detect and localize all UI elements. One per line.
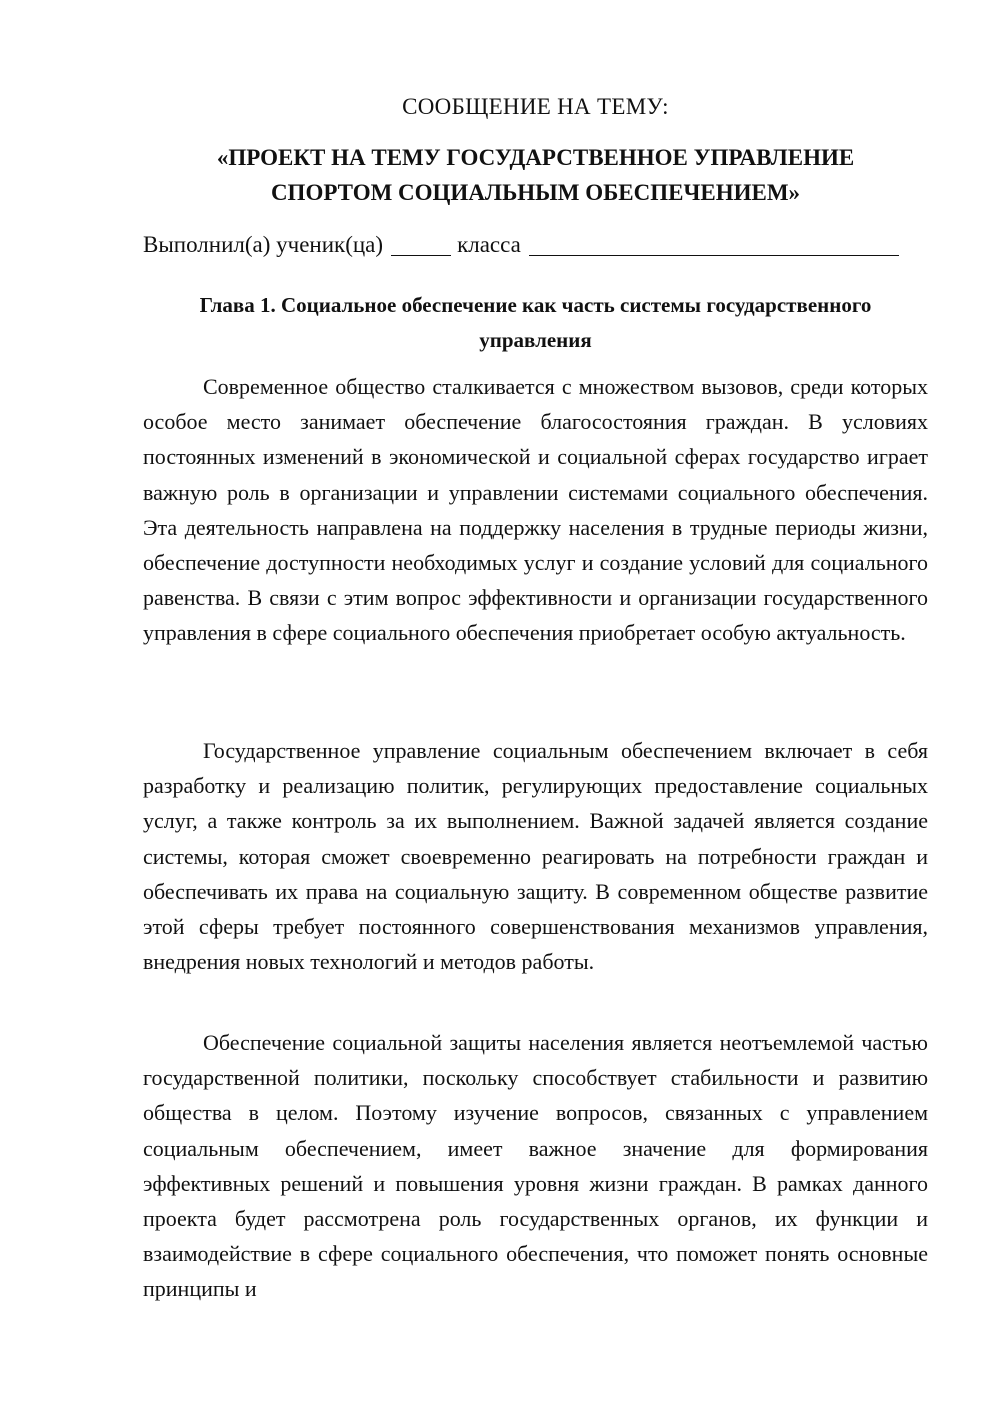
paragraph: Государственное управление социальным обеспечением включает в себя разработку и реализацию политик, регулирующих предоставление социальных услуг, а также контроль за их выполнением. Важной задачей является создание системы, которая сможет своевременно реагировать на потребности граждан и обеспечивать их права на социальную защиту. В современном обществе развитие этой сферы требует постоянного совершенствования механизмов управления, внедрения новых технологий и методов работы.: [143, 738, 928, 975]
class-label: класса: [457, 232, 521, 257]
chapter-heading: [143, 288, 928, 358]
title-line-2: СПОРТОМ СОЦИАЛЬНЫМ ОБЕСПЕЧЕНИЕМ»: [270, 180, 801, 205]
class-number-blank: [391, 233, 451, 256]
chapter-heading-line-1: Глава 1. Социальное обеспечение как часть системы государственного: [199, 293, 872, 317]
document-title: [143, 140, 928, 210]
paragraph: Обеспечение социальной защиты населения является неотъемлемой частью государственной политики, поскольку способствует стабильности и развитию общества в целом. Поэтому изучение вопросов, связанных с управлением социальным обеспечением, имеет важное значение для формирования эффективных решений и повышения уровня жизни граждан. В рамках данного проекта будет рассмотрена роль государственных органов, их функции и взаимодействие в сфере социального обеспечения, что поможет понять основные принципы и: [143, 1030, 928, 1302]
title-line-1: «ПРОЕКТ НА ТЕМУ ГОСУДАРСТВЕННОЕ УПРАВЛЕНИЕ: [216, 145, 855, 170]
performer-label: Выполнил(а) ученик(ца): [143, 232, 384, 257]
document-page: [143, 0, 928, 1414]
paragraph: Современное общество сталкивается с множеством вызовов, среди которых особое место занимает обеспечение благосостояния граждан. В условиях постоянных изменений в экономической и социальной сферах государство играет важную роль в организации и управлении системами социального обеспечения. Эта деятельность направлена на поддержку населения в трудные периоды жизни, обеспечение доступности необходимых услуг и создание условий для социального равенства. В связи с этим вопрос эффективности и организации государственного управления в сфере социального обеспечения приобретает особую актуальность.: [143, 374, 928, 646]
author-line: [143, 232, 928, 258]
document-subtitle: СООБЩЕНИЕ НА ТЕМУ:: [402, 94, 669, 119]
chapter-heading-line-2: управления: [479, 328, 592, 352]
student-name-blank: [529, 233, 899, 256]
